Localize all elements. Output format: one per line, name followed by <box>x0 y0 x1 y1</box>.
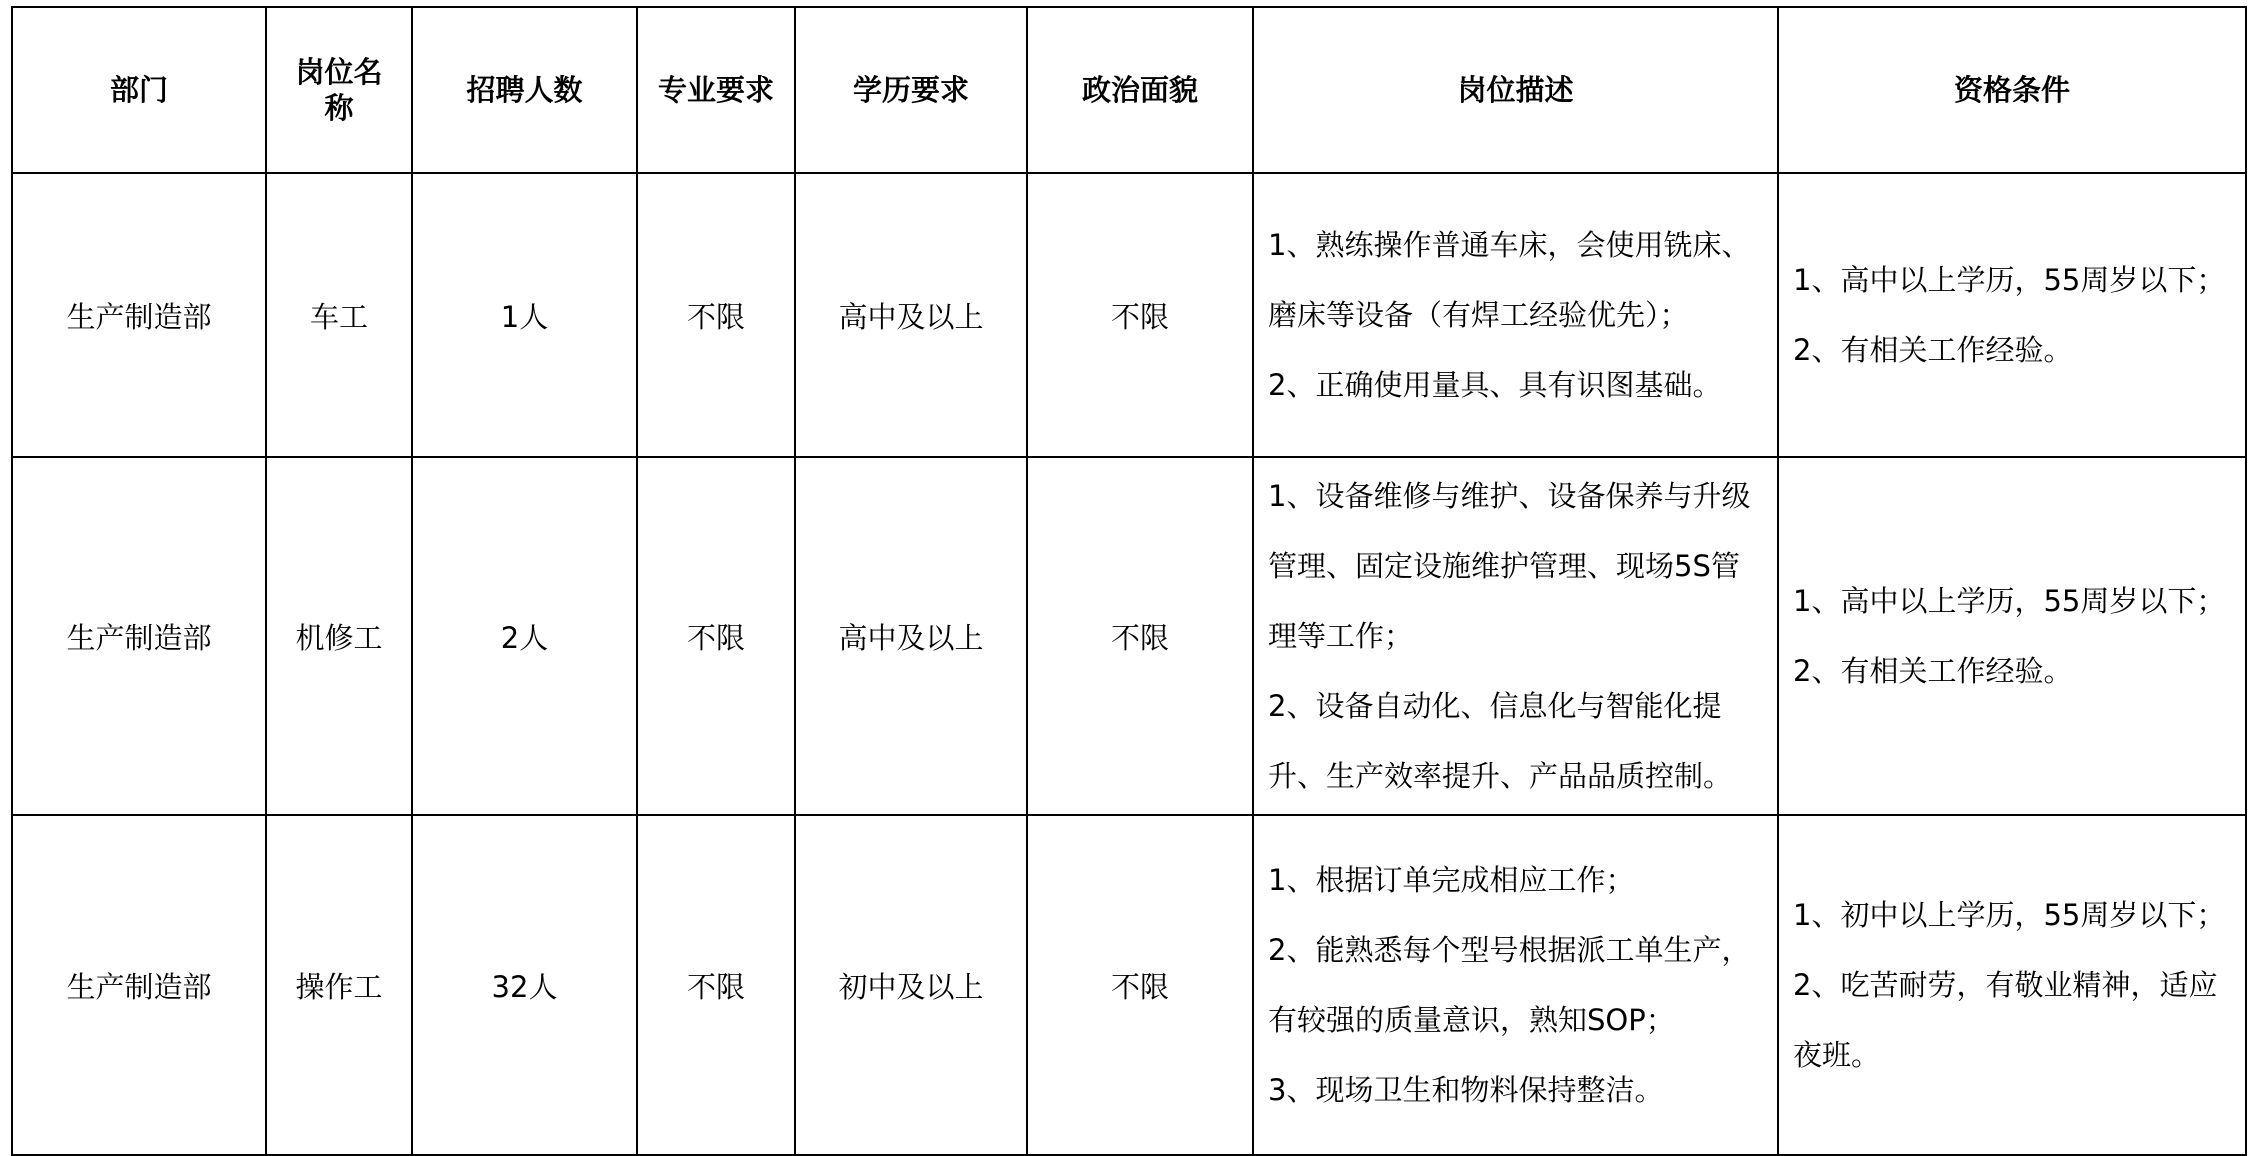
description-line: 1、设备维修与维护、设备保养与升级 <box>1268 479 1751 513</box>
description-line: 2、设备自动化、信息化与智能化提 <box>1268 689 1722 723</box>
cell-position: 车工 <box>266 173 412 457</box>
description-line: 理等工作； <box>1268 619 1414 653</box>
cell-dept: 生产制造部 <box>12 457 266 815</box>
cell-position: 操作工 <box>266 815 412 1155</box>
cell-qualification <box>1778 457 2246 815</box>
qualification-line: 2、吃苦耐劳，有敬业精神，适应 <box>1793 968 2218 1002</box>
cell-count: 2人 <box>412 457 637 815</box>
header-row <box>12 7 2246 173</box>
cell-description <box>1253 815 1778 1155</box>
description-line: 1、熟练操作普通车床，会使用铣床、 <box>1268 228 1751 262</box>
cell-education: 高中及以上 <box>795 457 1027 815</box>
qualification-line: 2、有相关工作经验。 <box>1793 654 2073 688</box>
header-political: 政治面貌 <box>1027 7 1253 173</box>
description-line: 磨床等设备（有焊工经验优先）； <box>1268 298 1689 332</box>
qualification-line: 2、有相关工作经验。 <box>1793 333 2073 367</box>
cell-major: 不限 <box>637 815 795 1155</box>
cell-dept: 生产制造部 <box>12 173 266 457</box>
cell-education: 高中及以上 <box>795 173 1027 457</box>
recruitment-table-container <box>11 6 2247 1156</box>
description-line: 2、正确使用量具、具有识图基础。 <box>1268 368 1722 402</box>
description-line: 升、生产效率提升、产品品质控制。 <box>1268 759 1733 793</box>
header-education: 学历要求 <box>795 7 1027 173</box>
cell-major: 不限 <box>637 173 795 457</box>
qualification-line: 1、高中以上学历，55周岁以下； <box>1793 584 2226 618</box>
table-row <box>12 457 2246 815</box>
cell-count: 1人 <box>412 173 637 457</box>
cell-description <box>1253 457 1778 815</box>
header-position-line2: 称 <box>324 91 354 125</box>
cell-qualification <box>1778 173 2246 457</box>
description-line: 有较强的质量意识，熟知SOP； <box>1268 1003 1675 1037</box>
cell-position: 机修工 <box>266 457 412 815</box>
header-count: 招聘人数 <box>412 7 637 173</box>
header-description: 岗位描述 <box>1253 7 1778 173</box>
qualification-line: 1、初中以上学历，55周岁以下； <box>1793 898 2226 932</box>
description-line: 3、现场卫生和物料保持整洁。 <box>1268 1073 1664 1107</box>
header-position-line1: 岗位名 <box>295 55 383 89</box>
description-line: 管理、固定设施维护管理、现场5S管 <box>1268 549 1740 583</box>
cell-dept: 生产制造部 <box>12 815 266 1155</box>
cell-education: 初中及以上 <box>795 815 1027 1155</box>
header-qualification: 资格条件 <box>1778 7 2246 173</box>
cell-count: 32人 <box>412 815 637 1155</box>
cell-qualification <box>1778 815 2246 1155</box>
header-position <box>266 7 412 173</box>
description-line: 1、根据订单完成相应工作； <box>1268 863 1635 897</box>
cell-political: 不限 <box>1027 173 1253 457</box>
cell-description <box>1253 173 1778 457</box>
qualification-line: 夜班。 <box>1793 1038 1881 1072</box>
table-row <box>12 815 2246 1155</box>
header-dept: 部门 <box>12 7 266 173</box>
header-major: 专业要求 <box>637 7 795 173</box>
table-row <box>12 173 2246 457</box>
cell-political: 不限 <box>1027 815 1253 1155</box>
cell-political: 不限 <box>1027 457 1253 815</box>
qualification-line: 1、高中以上学历，55周岁以下； <box>1793 263 2226 297</box>
cell-major: 不限 <box>637 457 795 815</box>
description-line: 2、能熟悉每个型号根据派工单生产， <box>1268 933 1751 967</box>
recruitment-table <box>11 6 2247 1156</box>
